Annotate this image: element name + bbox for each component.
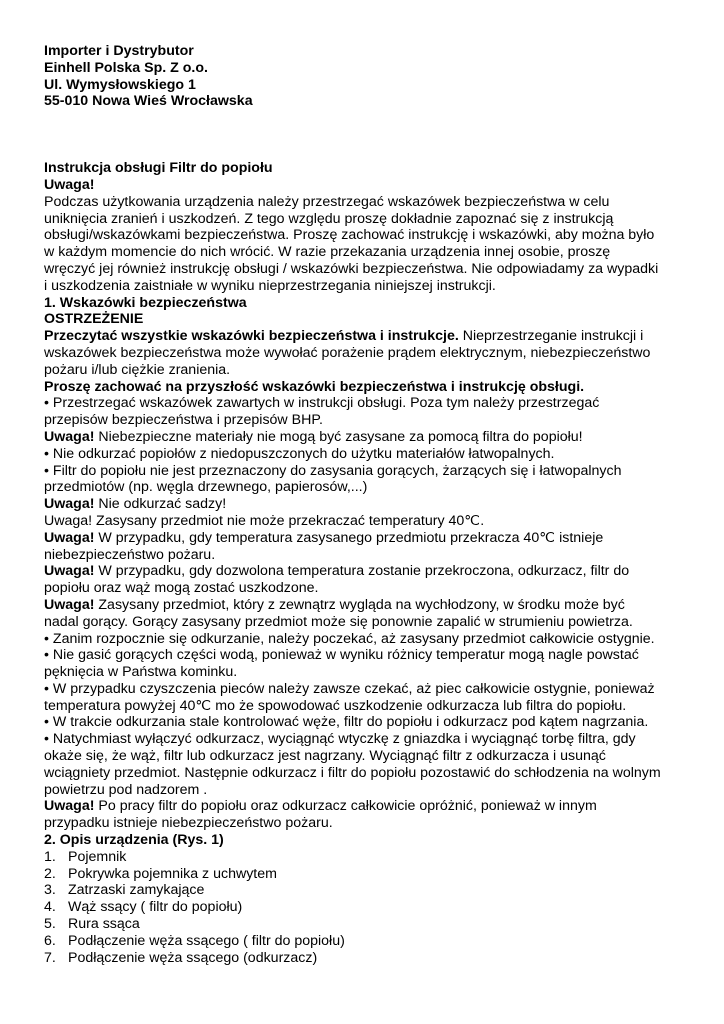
text-run: Nieprzestrzeganie instrukcji i (458, 328, 644, 345)
parts-list (44, 849, 692, 967)
text-run: Po pracy filtr do popiołu oraz odkurzacz całkowicie opróżnić, ponieważ w innym (94, 798, 597, 815)
warning-label: Uwaga! (44, 428, 95, 445)
item-number: 6. (44, 932, 56, 949)
bullet-line: • Nie odkurzać popiołów z niedopuszczonych do użytku materiałów łatwopalnych. (44, 445, 555, 462)
address-line: Einhell Polska Sp. Z o.o. (44, 59, 208, 76)
safety-instructions (44, 328, 692, 832)
bold-lead: Przeczytać wszystkie wskazówki bezpieczeństwa i instrukcje. (44, 328, 459, 345)
item-number: 7. (44, 949, 56, 966)
text-line (44, 563, 692, 580)
warning-label: Uwaga! (44, 496, 95, 513)
text-line: powietrzu pod nadzorem . (44, 781, 208, 798)
warning-label: Uwaga! (44, 529, 95, 546)
section-1-heading: 1. Wskazówki bezpieczeństwa (44, 294, 247, 311)
bullet-line: • Zanim rozpocznie się odkurzanie, należy poczekać, aż zasysany przedmiot całkowicie ostygnie. (44, 630, 655, 647)
text-line: nadal gorący. Gorący zasysany przedmiot może się ponownie zapalić w strumieniu powietrza. (44, 613, 633, 630)
list-item (44, 866, 692, 883)
item-label: Wąż ssący ( filtr do popiołu) (68, 899, 243, 916)
text-line (44, 798, 692, 815)
text-line: przedmiotów (np. węgla drzewnego, papierosów,...) (44, 479, 368, 496)
item-label: Rura ssąca (68, 916, 140, 933)
list-item (44, 916, 692, 933)
text-run: Niebezpieczne materiały nie mogą być zasysane za pomocą filtra do popiołu! (94, 428, 583, 445)
warning-label: Uwaga! (44, 596, 95, 613)
item-label: Pokrywka pojemnika z uchwytem (68, 865, 277, 882)
text-line: uniknięcia zranień i uszkodzeń. Z tego względu proszę dokładnie zapoznać się z instrukcją (44, 210, 614, 227)
text-run: Nie odkurzać sadzy! (94, 496, 227, 513)
item-number: 1. (44, 848, 56, 865)
document-title: Instrukcja obsługi Filtr do popiołu (44, 160, 273, 177)
bullet-line: • W trakcie odkurzania stale kontrolować węże, filtr do popiołu i odkurzacz pod kątem nagrzania. (44, 714, 649, 731)
item-number: 2. (44, 865, 56, 882)
text-line: pęknięcia w Państwa kominku. (44, 664, 238, 681)
list-item (44, 933, 692, 950)
spacer (44, 110, 692, 160)
bullet-line: • Przestrzegać wskazówek zawartych w instrukcji obsługi. Poza tym należy przestrzegać (44, 395, 600, 412)
text-line (44, 530, 692, 547)
text-line: wciągniety przedmiot. Następnie odkurzacz i filtr do popiołu pozostawić do schłodzenia na wolnym (44, 764, 661, 781)
text-line: niebezpieczeństwo pożaru. (44, 546, 216, 563)
text-run: W przypadku, gdy temperatura zasysanego przedmiotu przekracza 40℃ istnieje (94, 529, 604, 546)
bullet-line: • Filtr do popiołu nie jest przeznaczony do zasysania gorących, żarzących się i łatwopalnych (44, 462, 622, 479)
text-line (44, 429, 692, 446)
item-number: 4. (44, 899, 56, 916)
item-number: 5. (44, 916, 56, 933)
bullet-line: • W przypadku czyszczenia pieców należy zawsze czekać, aż piec całkowicie ostygnie, ponieważ (44, 680, 655, 697)
address-line: Importer i Dystrybutor (44, 43, 194, 59)
text-line: wręczyć jej również instrukcję obsługi / wskazówki bezpieczeństwa. Nie odpowiadamy za wypadki (44, 260, 659, 277)
text-line: przepisów bezpieczeństwa i przepisów BHP. (44, 412, 323, 429)
item-label: Pojemnik (68, 848, 127, 865)
text-line (44, 496, 692, 513)
intro-warning-heading: Uwaga! (44, 176, 95, 193)
item-label: Podłączenie węża ssącego ( filtr do popiołu) (68, 932, 345, 949)
text-line: przypadku istnieje niebezpieczeństwo pożaru. (44, 815, 333, 832)
text-line: popiołu oraz wąż mogą zostać uszkodzone. (44, 580, 319, 597)
item-label: Podłączenie węża ssącego (odkurzacz) (68, 949, 318, 966)
text-run: Zasysany przedmiot, który z zewnątrz wygląda na wychłodzony, w środku może być (94, 596, 625, 613)
warning-label: Uwaga! (44, 798, 95, 815)
text-line: Uwaga! Zasysany przedmiot nie może przekraczać temperatury 40℃. (44, 512, 485, 529)
section-2-heading: 2. Opis urządzenia (Rys. 1) (44, 832, 224, 849)
item-number: 3. (44, 882, 56, 899)
text-line (44, 328, 692, 345)
warning-heading: OSTRZEŻENIE (44, 311, 144, 328)
bullet-line: • Nie gasić gorących części wodą, ponieważ w wyniku różnicy temperatur mogą nagle powstać (44, 647, 639, 664)
list-item (44, 899, 692, 916)
text-run: W przypadku, gdy dozwolona temperatura zostanie przekroczona, odkurzacz, filtr do (94, 563, 630, 580)
importer-address (44, 43, 692, 110)
address-line: Ul. Wymysłowskiego 1 (44, 76, 196, 93)
warning-label: Uwaga! (44, 563, 95, 580)
text-line: Podczas użytkowania urządzenia należy przestrzegać wskazówek bezpieczeństwa w celu (44, 193, 610, 210)
text-line: w każdym momencie do nich wrócić. W razie przekazania urządzenia innej osobie, proszę (44, 244, 611, 261)
intro-paragraph (44, 194, 692, 295)
text-line: pożaru i/lub ciężkie zranienia. (44, 361, 231, 378)
document-page (44, 43, 692, 966)
text-line: Proszę zachować na przyszłość wskazówki bezpieczeństwa i instrukcję obsługi. (44, 378, 585, 395)
item-label: Zatrzaski zamykające (68, 882, 205, 899)
text-line: temperatura powyżej 40℃ mo że spowodować uszkodzenie odkurzacza lub filtra do popiołu. (44, 697, 627, 714)
text-line (44, 597, 692, 614)
list-item (44, 882, 692, 899)
text-line: wskazówek bezpieczeństwa może wywołać porażenie prądem elektrycznym, niebezpieczeństwo (44, 344, 651, 361)
text-line: okaże się, że wąż, filtr lub odkurzacz jest nagrzany. Wyciągnąć filtr z odkurzacza i usunąć (44, 748, 606, 765)
list-item (44, 849, 692, 866)
bullet-line: • Natychmiast wyłączyć odkurzacz, wyciągnąć wtyczkę z gniazdka i wyciągnąć torbę filtra, gdy (44, 731, 636, 748)
text-line: obsługi/wskazówkami bezpieczeństwa. Proszę zachować instrukcję i wskazówki, aby można było (44, 227, 655, 244)
address-line: 55-010 Nowa Wieś Wrocławska (44, 93, 253, 110)
text-line: i uszkodzenia zaistniałe w wyniku nieprzestrzegania niniejszej instrukcji. (44, 277, 496, 294)
list-item (44, 950, 692, 967)
